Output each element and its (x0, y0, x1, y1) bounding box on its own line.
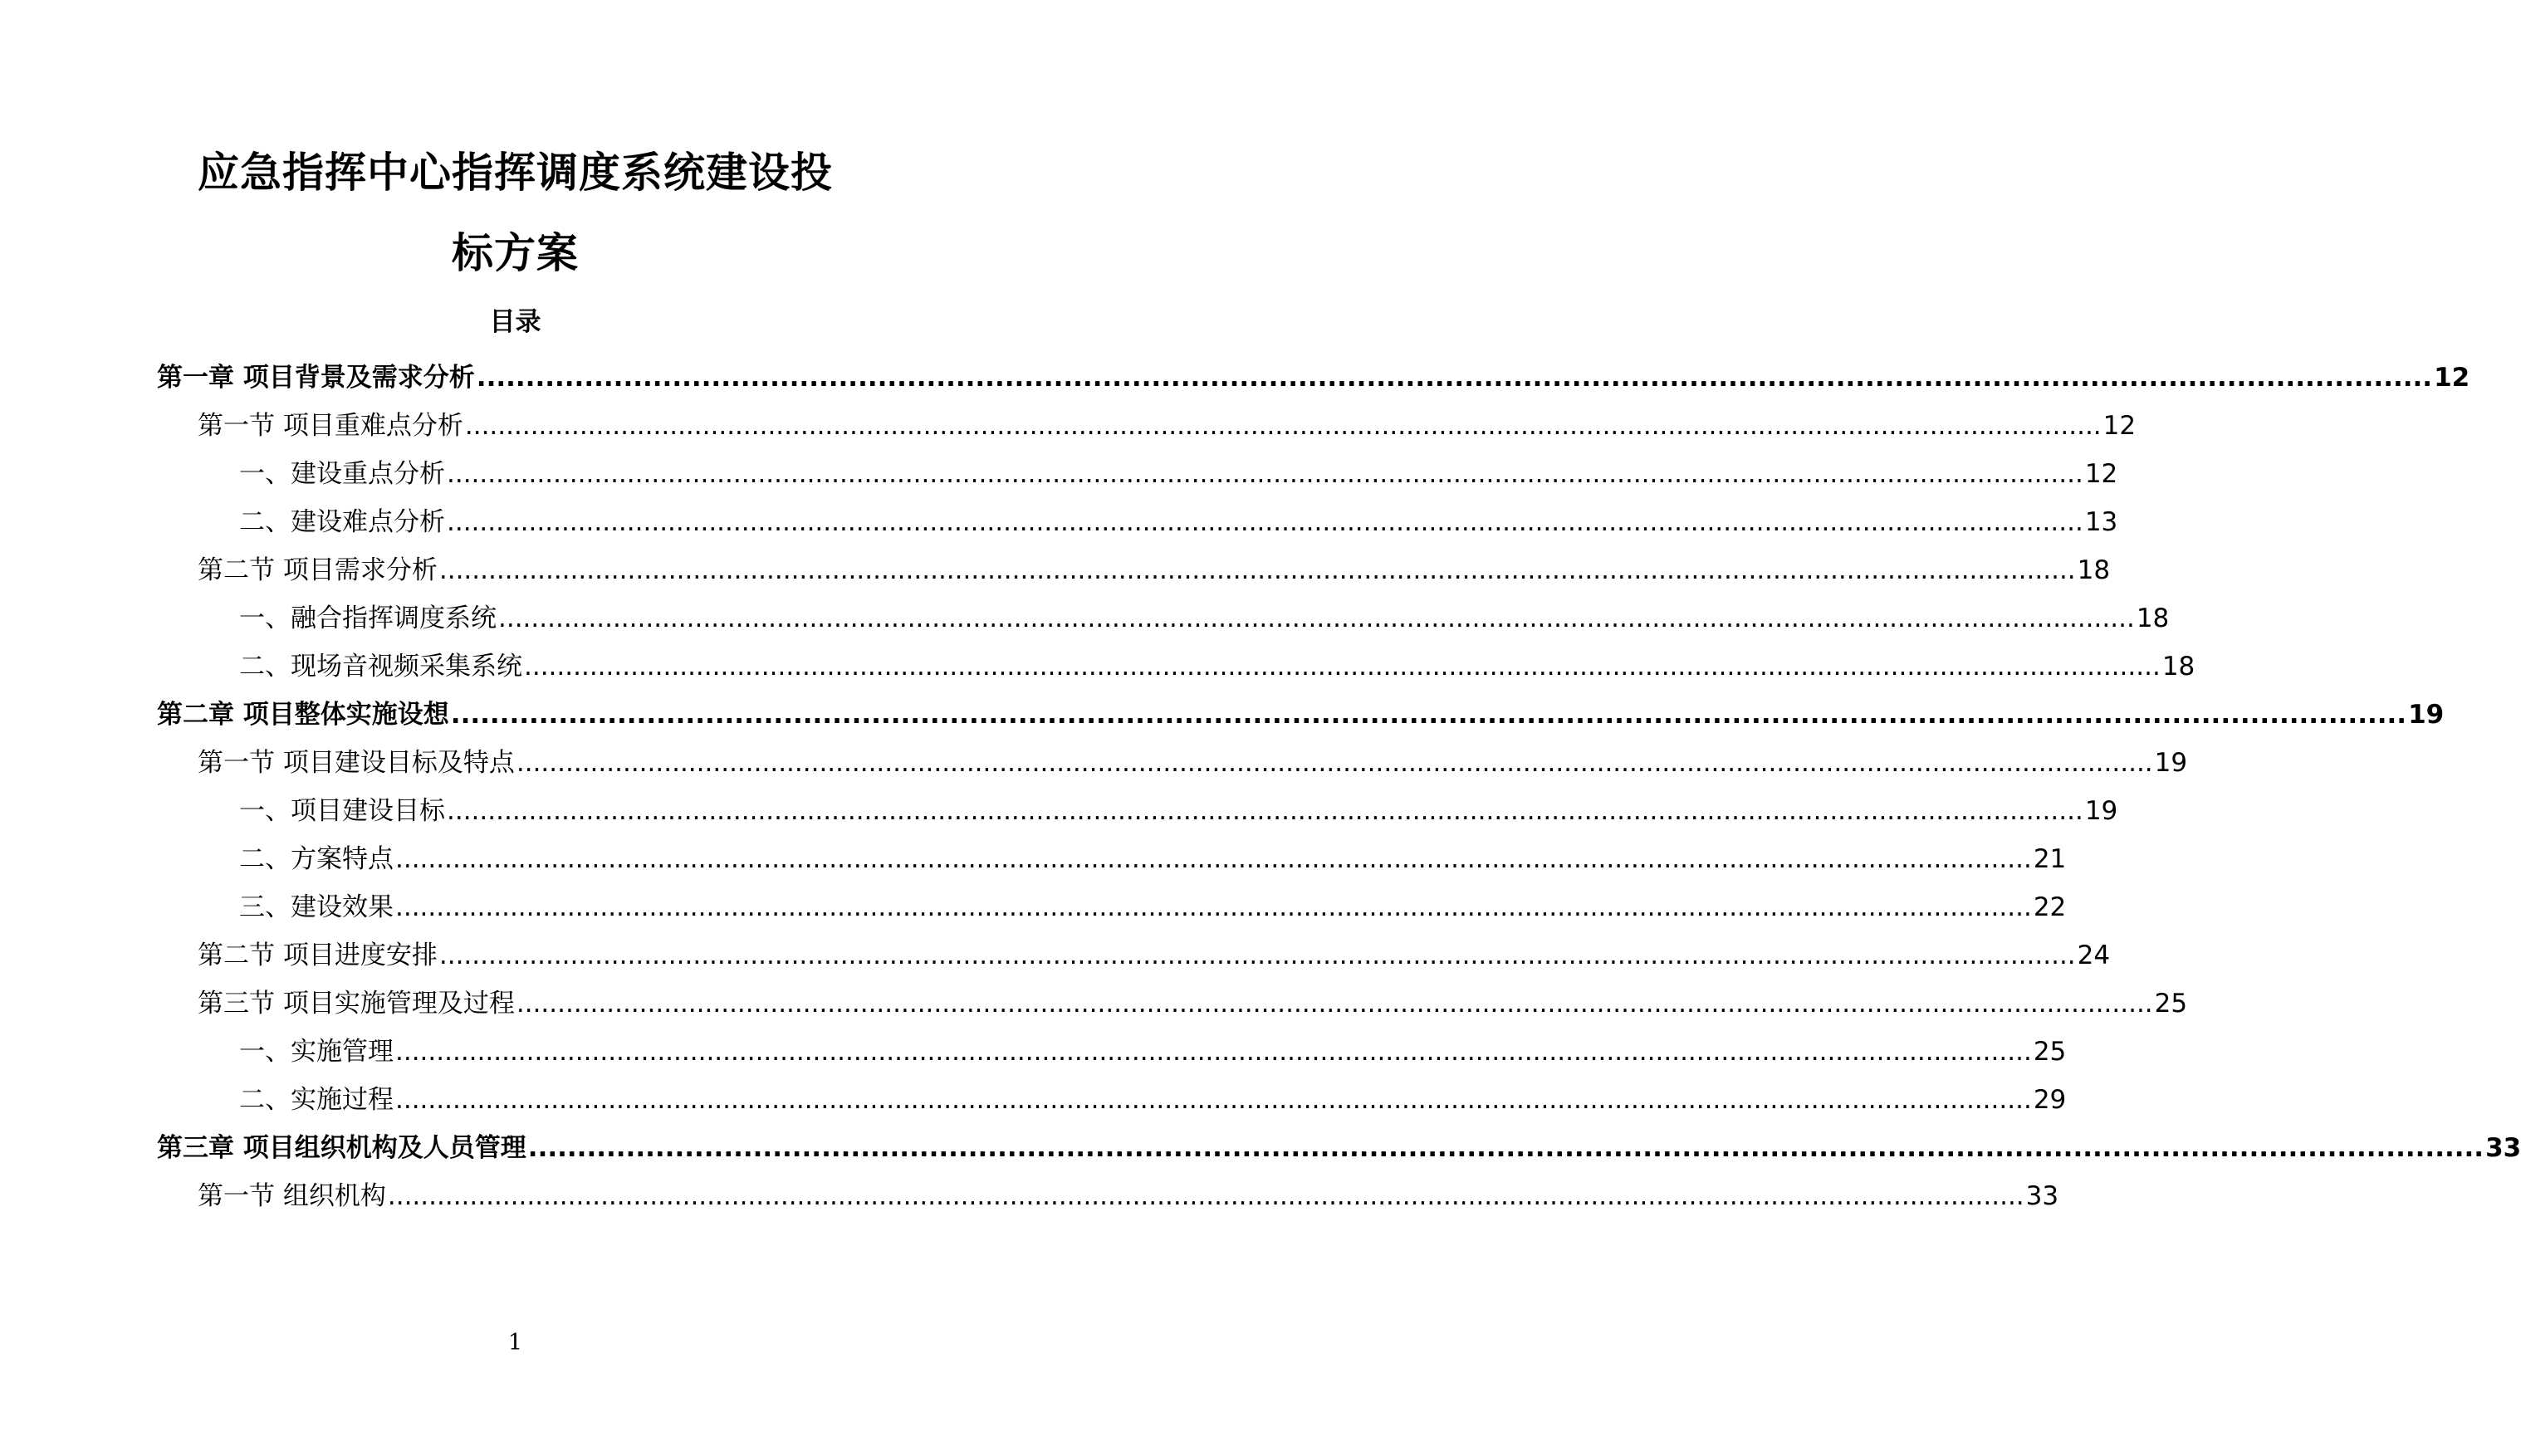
toc-entry-page: 19 (2084, 796, 2118, 826)
toc-entry-text: 第一章 项目背景及需求分析 (157, 363, 475, 393)
toc-entry[interactable] (157, 1128, 2521, 1168)
toc-entry-text: 第三节 项目实施管理及过程 (198, 989, 515, 1019)
toc-entry-text: 第二章 项目整体实施设想 (157, 700, 449, 730)
toc-entry-text: 一、建设重点分析 (239, 459, 445, 489)
toc-entry-page: 18 (2136, 603, 2170, 633)
toc-entry[interactable] (239, 599, 2170, 638)
toc-entry[interactable] (198, 743, 2188, 783)
toc-entry[interactable] (239, 791, 2118, 831)
toc-dot-leader: ........................................................................................................................................................................................................ (527, 1133, 2484, 1163)
toc-entry[interactable] (239, 1032, 2067, 1072)
toc-entry-text: 二、实施过程 (239, 1085, 394, 1115)
toc-entry[interactable] (239, 839, 2067, 879)
toc-entry-page: 12 (2434, 363, 2470, 393)
toc-entry[interactable] (239, 887, 2067, 927)
toc-entry-text: 二、现场音视频采集系统 (239, 652, 522, 682)
document-title-line-2: 标方案 (452, 229, 579, 277)
toc-entry-text: 第二节 项目需求分析 (198, 555, 438, 585)
toc-entry-page: 33 (2025, 1181, 2059, 1211)
toc-dot-leader: ........................................................................................................................................................................................................ (395, 1037, 2032, 1067)
toc-entry-page: 19 (2154, 748, 2188, 778)
toc-entry-page: 21 (2033, 844, 2067, 874)
toc-entry-page: 29 (2033, 1085, 2067, 1115)
toc-dot-leader: ........................................................................................................................................................................................................ (447, 507, 2083, 537)
toc-dot-leader: ........................................................................................................................................................................................................ (395, 892, 2032, 922)
toc-entry-page: 18 (2077, 555, 2111, 585)
toc-entry[interactable] (239, 454, 2118, 494)
toc-entry-page: 18 (2161, 652, 2195, 682)
toc-entry-page: 33 (2485, 1133, 2521, 1163)
toc-entry-page: 13 (2084, 507, 2118, 537)
toc-dot-leader: ........................................................................................................................................................................................................ (498, 603, 2135, 633)
toc-heading: 目录 (489, 307, 541, 337)
toc-entry-page: 25 (2033, 1037, 2067, 1067)
toc-entry[interactable] (239, 647, 2195, 686)
toc-dot-leader: ........................................................................................................................................................................................................ (395, 1085, 2032, 1115)
toc-dot-leader: ........................................................................................................................................................................................................ (476, 363, 2433, 393)
toc-entry[interactable] (239, 1080, 2067, 1120)
toc-dot-leader: ........................................................................................................................................................................................................ (450, 700, 2407, 730)
toc-entry[interactable] (198, 984, 2188, 1024)
toc-entry[interactable] (239, 502, 2118, 542)
toc-dot-leader: ........................................................................................................................................................................................................ (516, 989, 2153, 1019)
toc-entry-text: 第一节 组织机构 (198, 1181, 386, 1211)
toc-entry-text: 二、建设难点分析 (239, 507, 445, 537)
toc-entry[interactable] (157, 358, 2470, 398)
toc-entry-text: 第三章 项目组织机构及人员管理 (157, 1133, 526, 1163)
toc-entry-page: 22 (2033, 892, 2067, 922)
toc-entry-page: 12 (2084, 459, 2118, 489)
toc-dot-leader: ........................................................................................................................................................................................................ (395, 844, 2032, 874)
toc-entry-text: 一、项目建设目标 (239, 796, 445, 826)
toc-entry-text: 一、融合指挥调度系统 (239, 603, 497, 633)
toc-entry-text: 第二节 项目进度安排 (198, 941, 438, 970)
toc-entry-text: 第一节 项目重难点分析 (198, 411, 463, 441)
toc-dot-leader: ........................................................................................................................................................................................................ (438, 555, 2076, 585)
toc-entry[interactable] (198, 550, 2111, 590)
toc-entry-text: 二、方案特点 (239, 844, 394, 874)
toc-dot-leader: ........................................................................................................................................................................................................ (387, 1181, 2024, 1211)
document-title-line-1: 应急指挥中心指挥调度系统建设投 (198, 149, 833, 197)
toc-entry[interactable] (157, 695, 2445, 735)
toc-entry[interactable] (198, 936, 2111, 975)
toc-entry[interactable] (198, 1176, 2059, 1216)
toc-dot-leader: ........................................................................................................................................................................................................ (524, 652, 2161, 682)
toc-dot-leader: ........................................................................................................................................................................................................ (447, 459, 2083, 489)
toc-dot-leader: ........................................................................................................................................................................................................ (516, 748, 2153, 778)
toc-dot-leader: ........................................................................................................................................................................................................ (464, 411, 2102, 441)
toc-entry-text: 第一节 项目建设目标及特点 (198, 748, 515, 778)
toc-dot-leader: ........................................................................................................................................................................................................ (447, 796, 2083, 826)
toc-entry-text: 一、实施管理 (239, 1037, 394, 1067)
toc-dot-leader: ........................................................................................................................................................................................................ (438, 941, 2076, 970)
page-number: 1 (507, 1330, 523, 1356)
toc-entry-page: 25 (2154, 989, 2188, 1019)
toc-entry-page: 19 (2408, 700, 2445, 730)
toc-entry-page: 12 (2102, 411, 2137, 441)
toc-entry[interactable] (198, 406, 2137, 446)
toc-entry-text: 三、建设效果 (239, 892, 394, 922)
toc-entry-page: 24 (2077, 941, 2111, 970)
